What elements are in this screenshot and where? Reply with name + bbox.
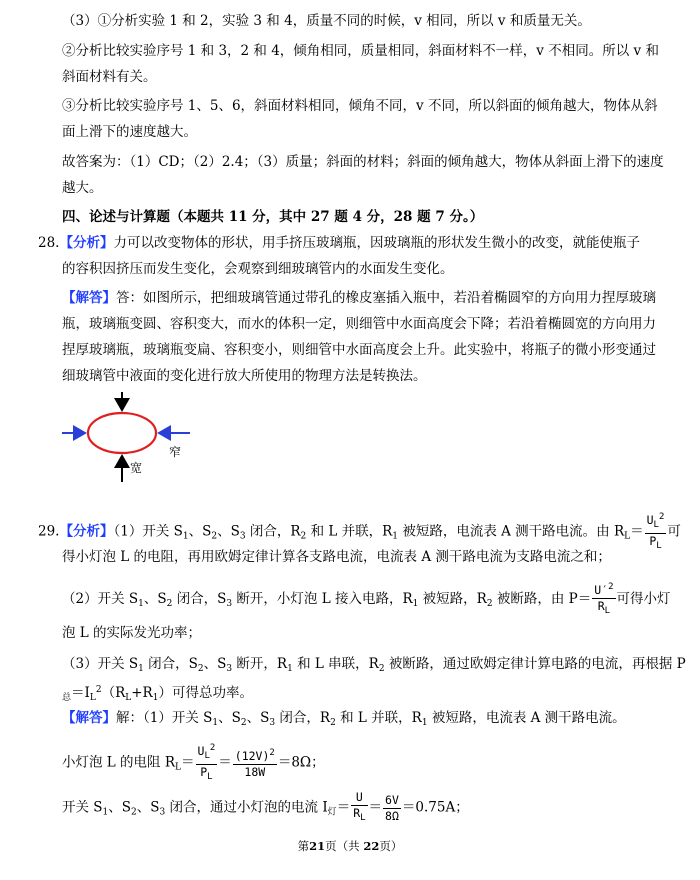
narrow-label: 窄 [169, 445, 182, 459]
bottle-squeeze-figure [56, 388, 206, 488]
q27-point-2: ②分析比较实验序号 1 和 3，2 和 4，倾角相同，质量相同，斜面材料不一样，v 不相同。所以 v 和 [62, 43, 659, 59]
rl-formula-fraction: $\frac{U_L^2}{P_L}$ [646, 512, 665, 551]
q29-analysis-3: （3）开关 $S_1$ 闭合，$S_2$、$S_3$ 断开，$R_1$ 和 L 串联，$R_2$ 被断路，通过欧姆定律计算电路的电流，再根据 P [62, 656, 686, 674]
q27-answer: 故答案为：（1）CD；（2）2.4；（3）质量；斜面的材料；斜面的倾角越大，物体从斜面上滑下的速度 [62, 154, 664, 170]
page-footer: 第21页（共 22页） [297, 839, 403, 853]
current-fraction: $\frac{U}{R_L}$ [353, 790, 366, 823]
page-total: 22 [363, 839, 380, 853]
q29-solution-2: 小灯泡 L 的电阻 $R_L=$ $\frac{U_L^2}{P_L}$ ＝ $\frac{(12V)^2}{18W}$ ＝8Ω； [62, 741, 325, 785]
power-formula-fraction: $\frac{U'^2}{R_L}$ [594, 582, 614, 616]
q29-solution-1: 【解答】解：（1）开关 $S_1$、$S_2$、$S_3$ 闭合，$R_2$ 和 L 并联，$R_1$ 被短路，电流表 A 测干路电流。 [62, 710, 626, 728]
q28-answer-3: 捏厚玻璃瓶，玻璃瓶变扁、容积变小，则细管中水面高度会上升。此实验中，将瓶子的微小形变通过 [62, 342, 656, 358]
analysis-tag: 【分析】 [59, 235, 114, 251]
analysis-tag: 【分析】 [59, 523, 114, 540]
q29-analysis-1: 29.【分析】（1）开关 $S_1$、$S_2$、$S_3$ 闭合，$R_2$ 和 L 并联，$R_1$ 被短路，电流表 A 测干路电流。由 $R_L=$ $\frac{U_L^2}{P_L}$ 可 [38, 510, 681, 554]
q28-answer-4: 细玻璃管中液面的变化进行放大所使用的物理方法是转换法。 [62, 368, 427, 384]
answer-tag: 【解答】 [62, 290, 116, 306]
q27-point-3: ③分析比较实验序号 1、5、6，斜面材料相同，倾角不同，v 不同，所以斜面的倾角越大，物体从斜 [62, 98, 658, 114]
q28-answer: 【解答】答：如图所示，把细玻璃管通过带孔的橡皮塞插入瓶中，若沿着椭圆窄的方向用力捏厚玻璃 [62, 290, 656, 306]
answer-tag: 【解答】 [62, 710, 116, 726]
q29-analysis-2-cont: 泡 L 的实际发光功率； [62, 625, 202, 641]
q29-solution-3: 开关 $S_1$、$S_2$、$S_3$ 闭合，通过小灯泡的电流 $I_灯=$ $\frac{U}{R_L}$ ＝ $\frac{6V}{8\Omega}$ ＝0.75A； [62, 790, 469, 829]
q29-analysis-1-cont: 得小灯泡 L 的电阻，再用欧姆定律计算各支路电流，电流表 A 测干路电流为支路电流之和； [62, 549, 611, 565]
q27-point-1: （3）①分析实验 1 和 2，实验 3 和 4，质量不同的时候，v 相同，所以 v 和质量无关。 [62, 13, 591, 29]
section-heading: 四、论述与计算题（本题共 11 分，其中 27 题 4 分，28 题 7 分。） [62, 209, 484, 225]
q29-analysis-3-cont: $_总=I_L^2(R_L+R_1)$可得总功率。 [62, 685, 253, 703]
resistance-value-fraction: $\frac{(12V)^2}{18W}$ [234, 748, 275, 779]
q29-analysis-2: （2）开关 $S_1$、$S_2$ 闭合，$S_3$ 断开，小灯泡 L 接入电路，$R_1$ 被短路，$R_2$ 被断路，由 P＝ $\frac{U'^2}{R_L}$ 可得小灯 [62, 580, 671, 619]
wide-label: 宽 [130, 461, 143, 475]
q28-analysis-cont: 的容积因挤压而发生变化，会观察到细玻璃管内的水面发生变化。 [62, 261, 454, 277]
q27-point-3-cont: 面上滑下的速度越大。 [62, 124, 197, 140]
current-value-fraction: $\frac{6V}{8\Omega}$ [385, 792, 399, 823]
q28-answer-2: 瓶，玻璃瓶变圆、容积变大，而水的体积一定，则细管中水面高度会下降；若沿着椭圆宽的方向用力 [62, 316, 656, 332]
q28-analysis: 28.【分析】力可以改变物体的形状，用手挤压玻璃瓶，因玻璃瓶的形状发生微小的改变，就能使瓶子 [38, 235, 640, 251]
q27-point-2-cont: 斜面材料有关。 [62, 69, 157, 85]
resistance-fraction: $\frac{U_L^2}{P_L}$ [197, 743, 216, 782]
bottle-ellipse [88, 413, 156, 453]
page-number: 21 [309, 839, 326, 853]
q27-answer-cont: 越大。 [62, 180, 103, 196]
